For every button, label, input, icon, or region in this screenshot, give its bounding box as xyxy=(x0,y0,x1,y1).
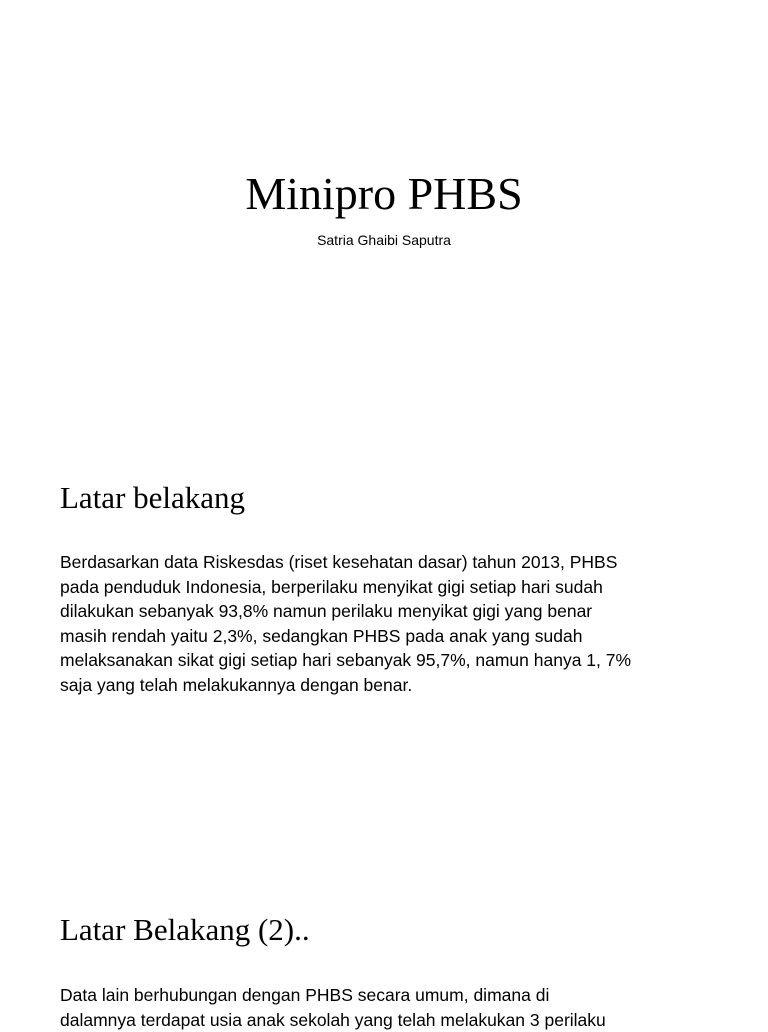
body-line: dalamnya terdapat usia anak sekolah yang telah melakukan 3 perilaku xyxy=(60,1008,720,1032)
slide-heading: Latar Belakang (2).. xyxy=(60,912,310,948)
title-slide xyxy=(0,0,768,440)
body-line: dilakukan sebanyak 93,8% namun perilaku menyikat gigi yang benar xyxy=(60,599,720,624)
slide-body-text xyxy=(60,550,720,697)
author-name: Satria Ghaibi Saputra xyxy=(0,231,768,249)
body-line: melaksanakan sikat gigi setiap hari sebanyak 95,7%, namun hanya 1, 7% xyxy=(60,648,720,673)
slide-body-text xyxy=(60,983,720,1032)
presentation-title: Minipro PHBS xyxy=(0,168,768,220)
body-line: Berdasarkan data Riskesdas (riset kesehatan dasar) tahun 2013, PHBS xyxy=(60,550,720,575)
slide-latar-belakang xyxy=(0,440,768,880)
slide-heading: Latar belakang xyxy=(60,480,245,516)
slide-latar-belakang-2 xyxy=(0,880,768,1024)
body-line: pada penduduk Indonesia, berperilaku menyikat gigi setiap hari sudah xyxy=(60,575,720,600)
body-line: masih rendah yaitu 2,3%, sedangkan PHBS pada anak yang sudah xyxy=(60,624,720,649)
body-line: saja yang telah melakukannya dengan benar. xyxy=(60,673,720,698)
body-line: Data lain berhubungan dengan PHBS secara umum, dimana di xyxy=(60,983,720,1008)
